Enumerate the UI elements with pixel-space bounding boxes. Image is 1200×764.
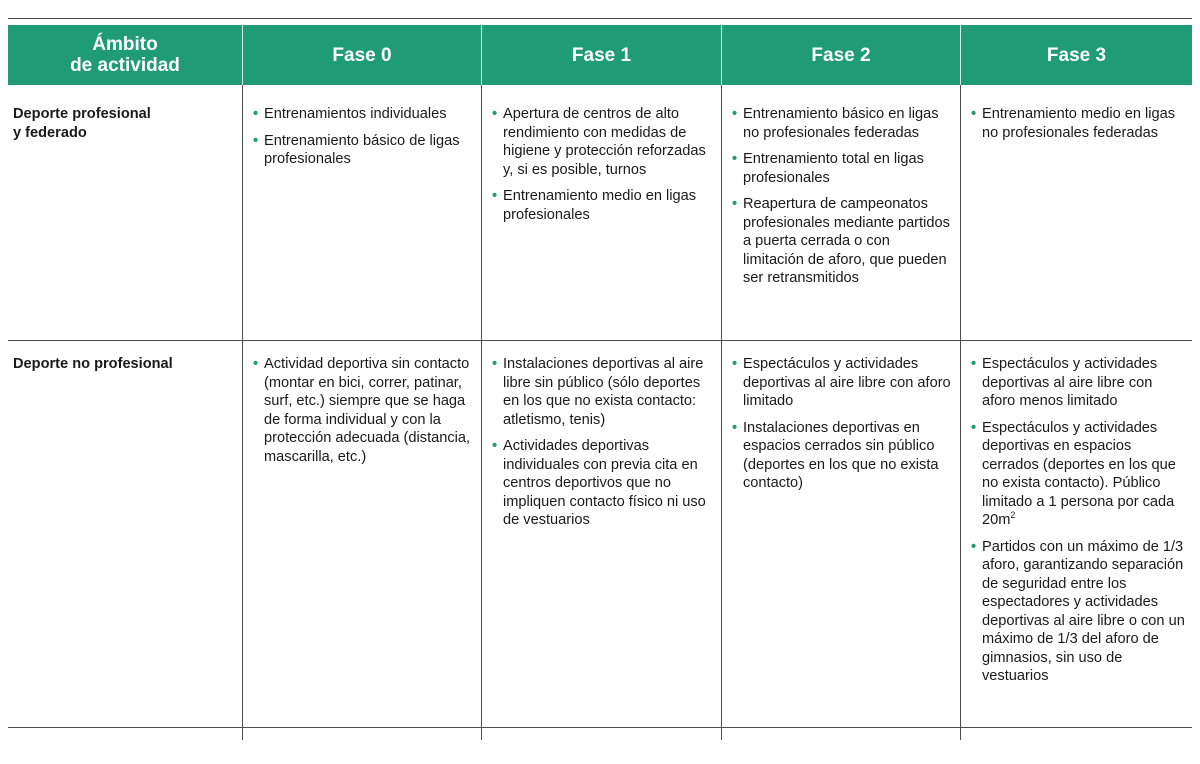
list-item [492, 355, 715, 429]
bullet-icon: • [253, 132, 259, 149]
list-item-text: Apertura de centros de alto rendimiento con medidas de higiene y protección reforzadas y, si es posible, turnos [503, 106, 706, 178]
header-fase-3: Fase 3 [960, 25, 1192, 85]
list-item [732, 105, 954, 142]
bullet-icon: • [732, 196, 738, 212]
header-ambito-line-1: Ámbito [92, 34, 158, 55]
table-row [8, 85, 1192, 341]
list-item-text: Instalaciones deportivas en espacios cerrados sin público (deportes en los que no exista contacto) [743, 419, 939, 491]
bullet-list [732, 355, 954, 493]
list-item [732, 419, 954, 493]
bullet-list [732, 105, 954, 288]
bullet-icon: • [971, 538, 977, 555]
bullet-icon: • [971, 356, 977, 372]
list-item [732, 355, 954, 411]
list-item-text: Entrenamiento básico en ligas no profesionales federadas [743, 106, 939, 141]
tail-cell [242, 728, 481, 740]
bullet-list [492, 355, 715, 530]
tail-cell [8, 728, 242, 740]
category-label-line: Deporte profesional [13, 106, 151, 122]
top-rule [8, 18, 1192, 19]
phase-cell [481, 341, 721, 727]
header-ambito-line-2: de actividad [70, 55, 180, 76]
table-row [8, 341, 1192, 728]
phase-cell [721, 341, 960, 727]
list-item [732, 195, 954, 288]
list-item [492, 187, 715, 224]
phase-cell [721, 85, 960, 340]
bullet-icon: • [492, 356, 498, 372]
table-tail [8, 728, 1192, 740]
category-cell [8, 341, 242, 727]
bullet-list [971, 105, 1186, 142]
list-item [253, 105, 475, 124]
bullet-icon: • [971, 106, 977, 122]
bullet-list [253, 355, 475, 466]
category-label-line: y federado [13, 124, 87, 141]
phase-cell [242, 341, 481, 727]
list-item [492, 105, 715, 179]
phases-table [8, 25, 1192, 740]
list-item [971, 105, 1186, 142]
phase-cell [481, 85, 721, 340]
tail-cell [481, 728, 721, 740]
header-ambito [8, 25, 242, 85]
list-item [971, 355, 1186, 411]
tail-cell [960, 728, 1192, 740]
list-item-text: Entrenamiento medio en ligas profesionales [503, 188, 697, 223]
bullet-list [971, 355, 1186, 686]
bullet-icon: • [492, 188, 498, 204]
bullet-icon: • [732, 356, 738, 372]
tail-cell [721, 728, 960, 740]
list-item-text: Espectáculos y actividades deportivas al aire libre con aforo menos limitado [982, 356, 1158, 409]
bullet-icon: • [971, 419, 977, 436]
phase-cell [960, 85, 1192, 340]
list-item [253, 132, 475, 169]
list-item [732, 150, 954, 187]
header-fase-2: Fase 2 [721, 25, 960, 85]
bullet-icon: • [492, 106, 498, 122]
bullet-list [492, 105, 715, 224]
list-item-text: Entrenamiento básico de ligas profesionales [264, 132, 460, 167]
list-item-text: Espectáculos y actividades deportivas al aire libre con aforo limitado [743, 356, 951, 409]
header-fase-0: Fase 0 [242, 25, 481, 85]
list-item-text: Entrenamiento total en ligas profesionales [743, 151, 924, 186]
superscript: 2 [1010, 510, 1016, 521]
bullet-icon: • [253, 106, 259, 122]
list-item [971, 419, 1186, 530]
list-item-text: Entrenamiento medio en ligas no profesionales federadas [982, 106, 1176, 141]
list-item [253, 355, 475, 466]
list-item-text: Actividades deportivas individuales con previa cita en centros deportivos que no impliquen contacto físico ni uso de vestuarios [503, 438, 706, 528]
bullet-icon: • [253, 356, 259, 372]
bullet-icon: • [732, 419, 738, 436]
bullet-list [253, 105, 475, 169]
list-item [971, 538, 1186, 686]
bullet-icon: • [492, 438, 498, 454]
list-item [492, 437, 715, 530]
phase-cell [960, 341, 1192, 727]
list-item-text: Actividad deportiva sin contacto (montar en bici, correr, patinar, surf, etc.) siempre que se haga de forma individual y con la protección adecuada (distancia, mascarilla, etc.) [264, 356, 471, 465]
list-item-text: Instalaciones deportivas al aire libre sin público (sólo deportes en los que no exista contacto: atletismo, tenis) [503, 356, 704, 428]
phase-cell [242, 85, 481, 340]
list-item-text: Reapertura de campeonatos profesionales mediante partidos a puerta cerrada o con limitación de aforo, que pueden ser retransmitidos [743, 196, 950, 286]
bullet-icon: • [732, 151, 738, 167]
list-item-text: Entrenamientos individuales [264, 106, 447, 122]
category-label-line: Deporte no profesional [13, 356, 173, 372]
table-header [8, 25, 1192, 85]
list-item-text: Partidos con un máximo de 1/3 aforo, garantizando separación de seguridad entre los espectadores y actividades deportivas al aire libre o con un máximo de 1/3 del aforo de gimnasios, sin uso de vestuarios [982, 538, 1185, 684]
header-fase-1: Fase 1 [481, 25, 721, 85]
list-item-text: Espectáculos y actividades deportivas en espacios cerrados (deportes en los que no exista contacto). Público limitado a 1 persona por cada 20m [982, 419, 1176, 528]
bullet-icon: • [732, 106, 738, 122]
category-cell [8, 85, 242, 340]
